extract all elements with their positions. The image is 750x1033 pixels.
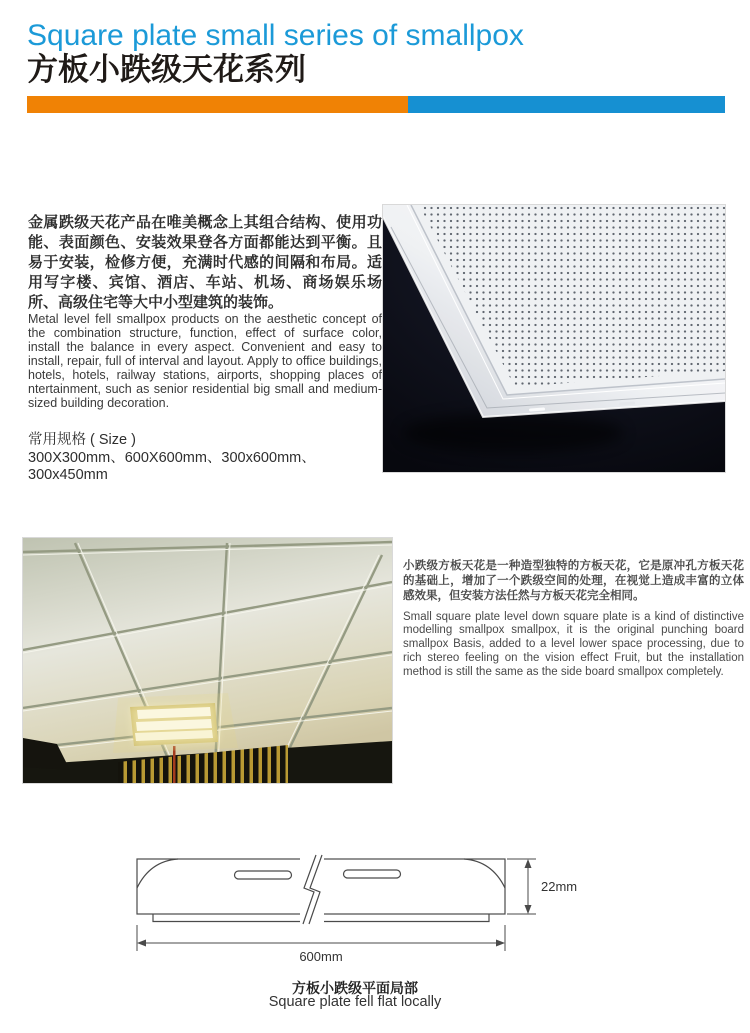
page-title-chinese: 方板小跌级天花系列 bbox=[27, 52, 306, 87]
height-dimension-label: 22mm bbox=[541, 879, 578, 894]
size-values: 300X300mm、600X600mm、300x600mm、300x450mm bbox=[28, 449, 316, 483]
width-dimension-label: 600mm bbox=[299, 949, 343, 964]
intro-paragraph-english: Metal level fell smallpox products on the aesthetic concept of the combination structure, function, effect of surface color, install the balance in every aspect. Convenient and easy to install, repair, full of interval and layout. Apply to office buildings, hotels, hotels, railway stations, airports, shopping places of ntertainment, such as senior residential big small and medium-sized building decoration. bbox=[28, 311, 382, 410]
detail-paragraph-chinese: 小跌级方板天花是一种造型独特的方板天花，它是原冲孔方板天花的基础上，增加了一个跌级空间的处理，在视觉上造成丰富的立体感效果，但安装方法任然与方板天花完全相同。 bbox=[403, 559, 744, 602]
page-title-english: Square plate small series of smallpox bbox=[27, 19, 524, 52]
tile-section-diagram bbox=[120, 848, 590, 968]
dimension-arrow bbox=[496, 940, 505, 947]
caption-english: Square plate fell flat locally bbox=[268, 994, 442, 1010]
divider-blue-segment bbox=[408, 96, 725, 113]
caption-chinese: 方板小跌级平面局部 bbox=[292, 980, 418, 996]
dimension-arrow bbox=[525, 859, 532, 868]
ceiling-grid-illustration bbox=[23, 538, 392, 783]
size-specs bbox=[28, 432, 388, 485]
dimension-arrow bbox=[525, 905, 532, 914]
height-dimension bbox=[507, 859, 536, 914]
header-divider-bar bbox=[27, 96, 725, 113]
width-dimension bbox=[137, 925, 505, 951]
installed-ceiling-photo bbox=[23, 538, 392, 783]
product-photo bbox=[383, 205, 725, 472]
dimension-arrow bbox=[137, 940, 146, 947]
divider-orange-segment bbox=[27, 96, 408, 113]
detail-paragraph-english: Small square plate level down square plate is a kind of distinctive modelling smallpox smallpox, it is the original punching board smallpox Basis, added to a level lower space processing, due to rich stereo feeling on the vision effect Fruit, but the installation method is still the same as the side board smallpox completely. bbox=[403, 610, 744, 678]
size-label: 常用规格 ( Size ) bbox=[28, 432, 136, 448]
perforated-tile-illustration bbox=[383, 205, 725, 472]
section-drawing bbox=[120, 848, 590, 968]
intro-paragraph-chinese: 金属跌级天花产品在唯美概念上其组合结构、使用功能、表面颜色、安装效果登各方面都能达到平衡。且易于安装，检修方便，充满时代感的间隔和布局。适用写字楼、宾馆、酒店、车站、机场、商场娱乐场所、高级住宅等大中小型建筑的装饰。 bbox=[28, 214, 382, 311]
